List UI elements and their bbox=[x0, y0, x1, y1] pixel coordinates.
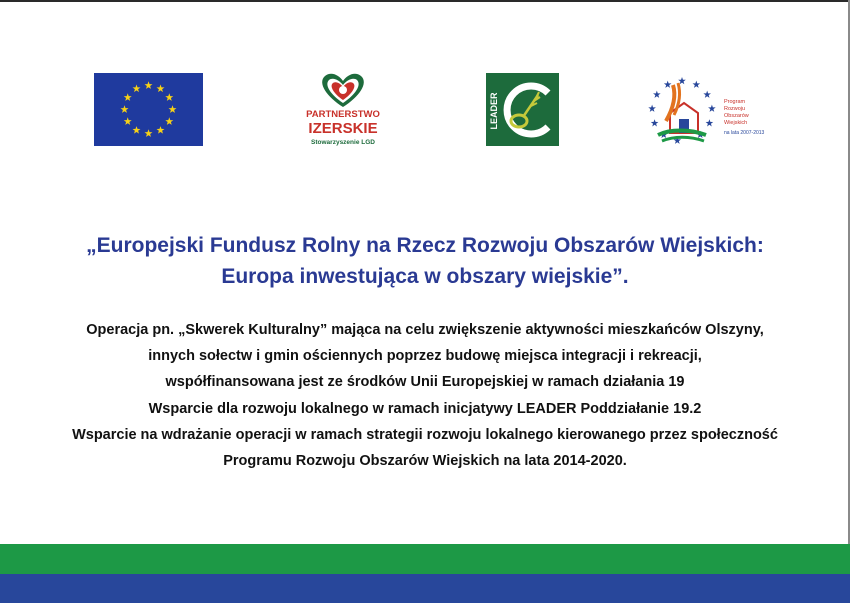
prow-star bbox=[706, 119, 714, 126]
prow-star bbox=[648, 105, 656, 112]
heading-line-1: „Europejski Fundusz Rolny na Rzecz Rozwoju Obszarów Wiejskich: bbox=[86, 234, 764, 257]
program-heading bbox=[0, 230, 850, 292]
blue-footer-band bbox=[0, 574, 850, 603]
eu-flag-icon bbox=[94, 73, 203, 146]
prow-line5: na lata 2007-2013 bbox=[724, 130, 765, 136]
body-line-5: Wsparcie na wdrażanie operacji w ramach strategii rozwoju lokalnego kierowanego przez społeczność bbox=[72, 426, 778, 443]
pi-line2: IZERSKIE bbox=[308, 120, 378, 137]
body-line-6: Programu Rozwoju Obszarów Wiejskich na lata 2014-2020. bbox=[223, 453, 627, 470]
prow-star bbox=[703, 91, 711, 98]
prow-star bbox=[664, 81, 672, 88]
leader-text: LEADER bbox=[489, 92, 499, 130]
prow-star bbox=[651, 119, 659, 126]
pi-line3: Stowarzyszenie LGD bbox=[311, 139, 375, 146]
heart-logo-icon bbox=[322, 74, 364, 107]
leader-logo-icon bbox=[486, 73, 559, 146]
body-line-2: innych sołectw i gmin ościennych poprzez budowę miejsca integracji i rekreacji, bbox=[148, 348, 702, 365]
prow-line1: Program bbox=[724, 99, 746, 105]
top-border bbox=[0, 0, 850, 2]
heading-line-2: Europa inwestująca w obszary wiejskie”. bbox=[221, 265, 629, 288]
prow-star bbox=[653, 91, 661, 98]
green-footer-band bbox=[0, 544, 850, 574]
body-line-4: Wsparcie dla rozwoju lokalnego w ramach inicjatywy LEADER Poddziałanie 19.2 bbox=[148, 400, 702, 417]
prow-star bbox=[708, 105, 716, 112]
prow-line2: Rozwoju bbox=[724, 106, 746, 112]
prow-star bbox=[693, 81, 701, 88]
prow-logo-icon bbox=[640, 73, 765, 148]
body-line-3: współfinansowana jest ze środków Unii Europejskiej w ramach działania 19 bbox=[165, 374, 685, 391]
prow-line4: Wiejskich bbox=[724, 120, 748, 126]
prow-line3: Obszarów bbox=[724, 113, 749, 119]
body-line-1: Operacja pn. „Skwerek Kulturalny” mająca na celu zwiększenie aktywności mieszkańców Olszyny, bbox=[86, 322, 764, 338]
operation-description bbox=[0, 317, 850, 474]
pi-line1: PARTNERSTWO bbox=[306, 109, 380, 120]
partnerstwo-izerskie-logo bbox=[297, 71, 389, 151]
